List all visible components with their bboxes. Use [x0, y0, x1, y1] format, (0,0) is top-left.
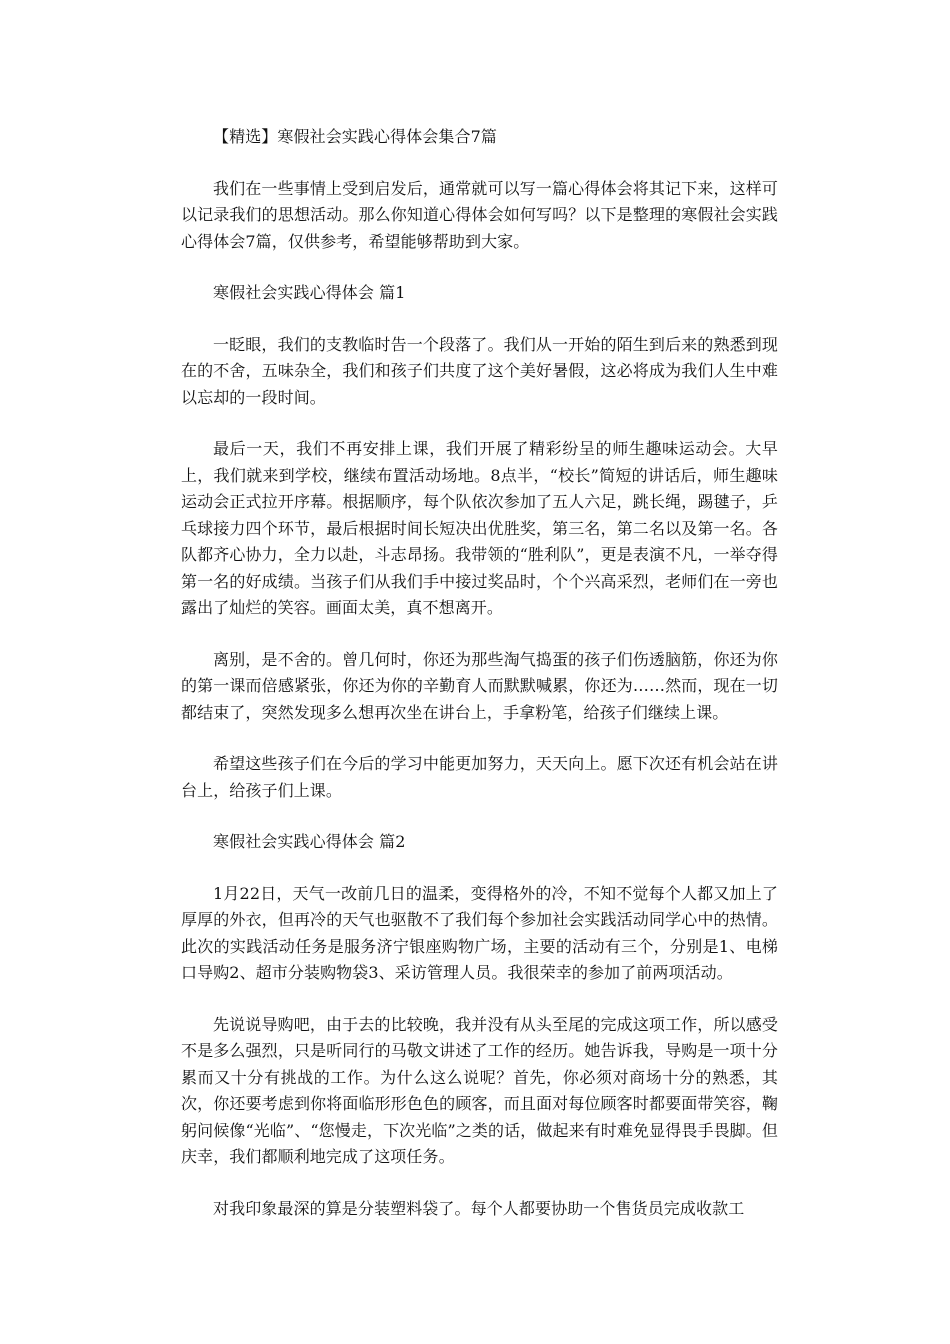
intro-paragraph: 我们在一些事情上受到启发后，通常就可以写一篇心得体会将其记下来，这样可以记录我们的思想活动。那么你知道心得体会如何写吗？以下是整理的寒假社会实践心得体会7篇，仅供参考，希望能够帮助到大家。 [181, 178, 778, 251]
section-1-paragraph-1: 一眨眼，我们的支教临时告一个段落了。我们从一开始的陌生到后来的熟悉到现在的不舍，五味杂全，我们和孩子们共度了这个美好暑假，这必将成为我们人生中难以忘却的一段时间。 [181, 334, 778, 407]
section-heading-2: 寒假社会实践心得体会 篇2 [213, 832, 406, 851]
section-1-paragraph-4: 希望这些孩子们在今后的学习中能更加努力，天天向上。愿下次还有机会站在讲台上，给孩子们上课。 [181, 754, 778, 800]
section-1-paragraph-2: 最后一天，我们不再安排上课，我们开展了精彩纷呈的师生趣味运动会。大早上，我们就来到学校，继续布置活动场地。8点半，“校长”简短的讲话后，师生趣味运动会正式拉开序幕。根据顺序，每个队依次参加了五人六足，跳长绳，踢毽子，乒乓球接力四个环节，最后根据时间长短决出优胜奖，第三名，第二名以及第一名。各队都齐心协力，全力以赴，斗志昂扬。我带领的“胜利队”，更是表演不凡，一举夺得第一名的好成绩。当孩子们从我们手中接过奖品时，个个兴高采烈，老师们在一旁也露出了灿烂的笑容。画面太美，真不想离开。 [181, 439, 778, 617]
section-heading-1: 寒假社会实践心得体会 篇1 [213, 283, 406, 302]
section-2-paragraph-2: 先说说导购吧，由于去的比较晚，我并没有从头至尾的完成这项工作，所以感受不是多么强烈，只是听同行的马敬文讲述了工作的经历。她告诉我，导购是一项十分累而又十分有挑战的工作。为什么这么说呢？首先，你必须对商场十分的熟悉，其次，你还要考虑到你将面临形形色色的顾客，而且面对每位顾客时都要面带笑容，鞠躬问候像“光临”、“您慢走，下次光临”之类的话，做起来有时难免显得畏手畏脚。但庆幸，我们都顺利地完成了这项任务。 [181, 1014, 778, 1166]
document-page [181, 124, 778, 1222]
section-2-paragraph-1: 1月22日，天气一改前几日的温柔，变得格外的冷，不知不觉每个人都又加上了厚厚的外衣，但再冷的天气也驱散不了我们每个参加社会实践活动同学心中的热情。此次的实践活动任务是服务济宁银座购物广场，主要的活动有三个，分别是1、电梯口导购2、超市分装购物袋3、采访管理人员。我很荣幸的参加了前两项活动。 [181, 883, 778, 982]
section-2-paragraph-3: 对我印象最深的算是分装塑料袋了。每个人都要协助一个售货员完成收款工 [213, 1198, 745, 1218]
section-1-paragraph-3: 离别，是不舍的。曾几何时，你还为那些淘气捣蛋的孩子们伤透脑筋，你还为你的第一课而倍感紧张，你还为你的辛勤育人而默默喊累，你还为……然而，现在一切都结束了，突然发现多么想再次坐在讲台上，手拿粉笔，给孩子们继续上课。 [181, 649, 778, 722]
document-title: 【精选】寒假社会实践心得体会集合7篇 [213, 127, 497, 146]
